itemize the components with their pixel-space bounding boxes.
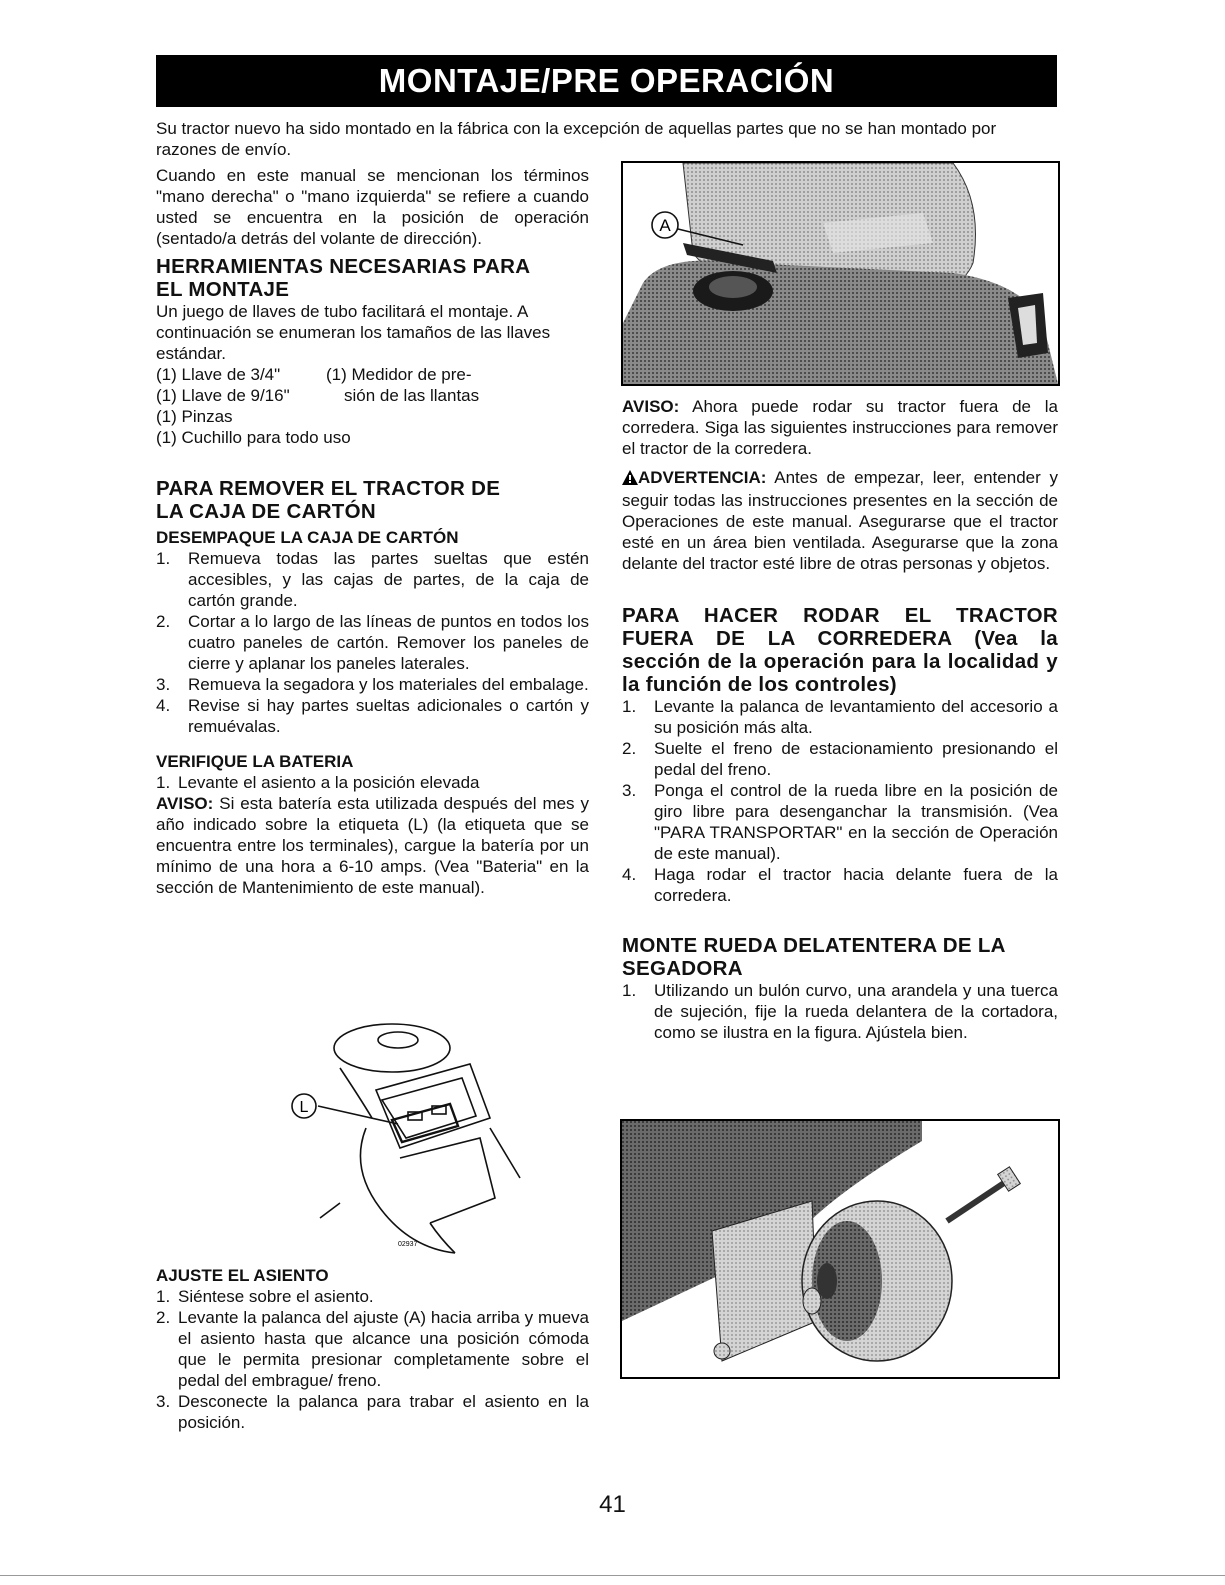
- tool-item: (1) Llave de 3/4": [156, 365, 281, 384]
- roll-heading: PARA HACER RODAR EL TRACTOR FUERA DE LA CORREDERA (Vea la sección de la operación para la localidad y la función de los controles): [622, 604, 1059, 696]
- figure-label-a: A: [659, 216, 671, 235]
- remove-heading: [156, 477, 589, 523]
- notice-label: AVISO:: [156, 794, 214, 813]
- figure-label-l: L: [299, 1099, 309, 1116]
- remove-heading-line2: LA CAJA DE CARTÓN: [156, 500, 376, 523]
- warning-icon: [622, 469, 638, 490]
- tool-item: sión de las llantas: [344, 386, 480, 405]
- list-item: 1. Utilizando un bulón curvo, una arandela y una tuerca de sujeción, fije la rueda delantera de la cortadora, como se ilustra en la figura. Ajústela bien.: [622, 981, 1058, 1042]
- list-item: 3. Remueva la segadora y los materiales del embalage.: [156, 675, 589, 694]
- wheel-steps: [622, 980, 1058, 1043]
- wheel-heading: MONTE RUEDA DELATENTERA DE LA SEGADORA: [622, 934, 1006, 980]
- seat-illustration: [623, 163, 1058, 384]
- intro-text: Su tractor nuevo ha sido montado en la fábrica con la excepción de aquellas partes que no se han montado por razones de envío.: [156, 119, 997, 159]
- list-item: 3. Ponga el control de la rueda libre en la posición de giro libre para desenganchar la transmisión. (Vea "PARA TRANSPORTAR" en la sección de Operación de este manual).: [622, 781, 1058, 863]
- battery-figure: [280, 1008, 540, 1258]
- tool-item: (1) Cuchillo para todo uso: [156, 428, 351, 447]
- page-bottom-rule: [0, 1575, 1225, 1576]
- warning-block: ADVERTENCIA: Antes de empezar, leer, entender y seguir todas las instrucciones presentes en la sección de Operaciones de este manual. Asegurarse que el tractor esté en un área bien ventilada. Asegurarse que la zona delante del tractor esté libre de otras personas y objetos.: [622, 468, 1058, 573]
- page-title: MONTAJE/PRE OPERACIÓN: [156, 55, 1057, 107]
- list-item: 3. Desconecte la palanca para trabar el asiento en la posición.: [156, 1392, 589, 1432]
- right-column: [622, 396, 1058, 1043]
- tools-heading-line2: EL MONTAJE: [156, 278, 290, 301]
- battery-illustration: [280, 1008, 540, 1258]
- tools-text: Un juego de llaves de tubo facilitará el montaje. A continuación se enumeran los tamaños de las llaves estándar.: [156, 302, 551, 363]
- tool-item: (1) Medidor de pre-: [326, 365, 472, 384]
- remove-heading-line1: PARA REMOVER EL TRACTOR DE: [156, 477, 501, 500]
- wheel-figure: [620, 1119, 1060, 1379]
- figure-code: 02937: [398, 1241, 418, 1248]
- battery-notice: AVISO: Si esta batería esta utilizada después del mes y año indicado sobre la etiqueta (L) (la etiqueta que se encuentra entre los terminales), cargue la batería por un mínimo de una hora a 6-10 amps. (Vea "Bateria" en la sección de Mantenimiento de este manual).: [156, 794, 589, 897]
- list-item: 1. Levante el asiento a la posición elevada: [156, 773, 480, 792]
- roll-notice: AVISO: Ahora puede rodar su tractor fuera de la corredera. Siga las siguientes instrucciones para remover el tractor de la corredera.: [622, 397, 1058, 458]
- seat-adjust-figure: [621, 161, 1060, 386]
- list-item: 1. Remueva todas las partes sueltas que estén accesibles, y las cajas de partes, de la caja de cartón grande.: [156, 549, 589, 610]
- seat-subheading: AJUSTE EL ASIENTO: [156, 1266, 329, 1285]
- unpack-subheading: DESEMPAQUE LA CAJA DE CARTÓN: [156, 528, 459, 547]
- seat-section: [156, 1265, 589, 1433]
- list-item: 4. Revise si hay partes sueltas adicionales o cartón y remuévalas.: [156, 696, 589, 736]
- page-number: 41: [599, 1491, 626, 1518]
- tool-item: (1) Pinzas: [156, 407, 233, 426]
- handedness-note: Cuando en este manual se mencionan los términos "mano derecha" o "mano izquierda" se refiere a cuando usted se encuentra en la posición de operación (sentado/a detrás del volante de dirección).: [156, 166, 589, 248]
- tools-list: [156, 364, 589, 406]
- unpack-steps: [156, 548, 589, 737]
- list-item: 2. Cortar a lo largo de las líneas de puntos en todos los cuatro paneles de cartón. Remover los paneles de cierre y aplanar los paneles laterales.: [156, 612, 589, 673]
- battery-subheading: VERIFIQUE LA BATERIA: [156, 752, 354, 771]
- tool-item: (1) Llave de 9/16": [156, 386, 290, 405]
- list-item: 4. Haga rodar el tractor hacia delante fuera de la corredera.: [622, 865, 1058, 905]
- list-item: 1. Levante la palanca de levantamiento del accesorio a su posición más alta.: [622, 697, 1058, 737]
- battery-steps: [156, 772, 589, 793]
- tools-heading-line1: HERRAMIENTAS NECESARIAS PARA: [156, 255, 531, 278]
- seat-steps: [156, 1286, 589, 1433]
- tools-heading: [156, 255, 589, 301]
- notice-label: AVISO:: [622, 397, 680, 416]
- list-item: 2. Levante la palanca del ajuste (A) hacia arriba y mueva el asiento hasta que alcance una posición cómoda que le permita presionar completamente sobre el pedal del embrague/ freno.: [156, 1308, 589, 1390]
- wheel-illustration: [622, 1121, 1058, 1377]
- list-item: 2. Suelte el freno de estacionamiento presionando el pedal del freno.: [622, 739, 1058, 779]
- figure-code: 02932: [927, 1128, 947, 1135]
- left-column: [156, 165, 589, 898]
- list-item: 1. Siéntese sobre el asiento.: [156, 1287, 374, 1306]
- roll-steps: [622, 696, 1058, 906]
- warning-label: ADVERTENCIA:: [638, 468, 767, 487]
